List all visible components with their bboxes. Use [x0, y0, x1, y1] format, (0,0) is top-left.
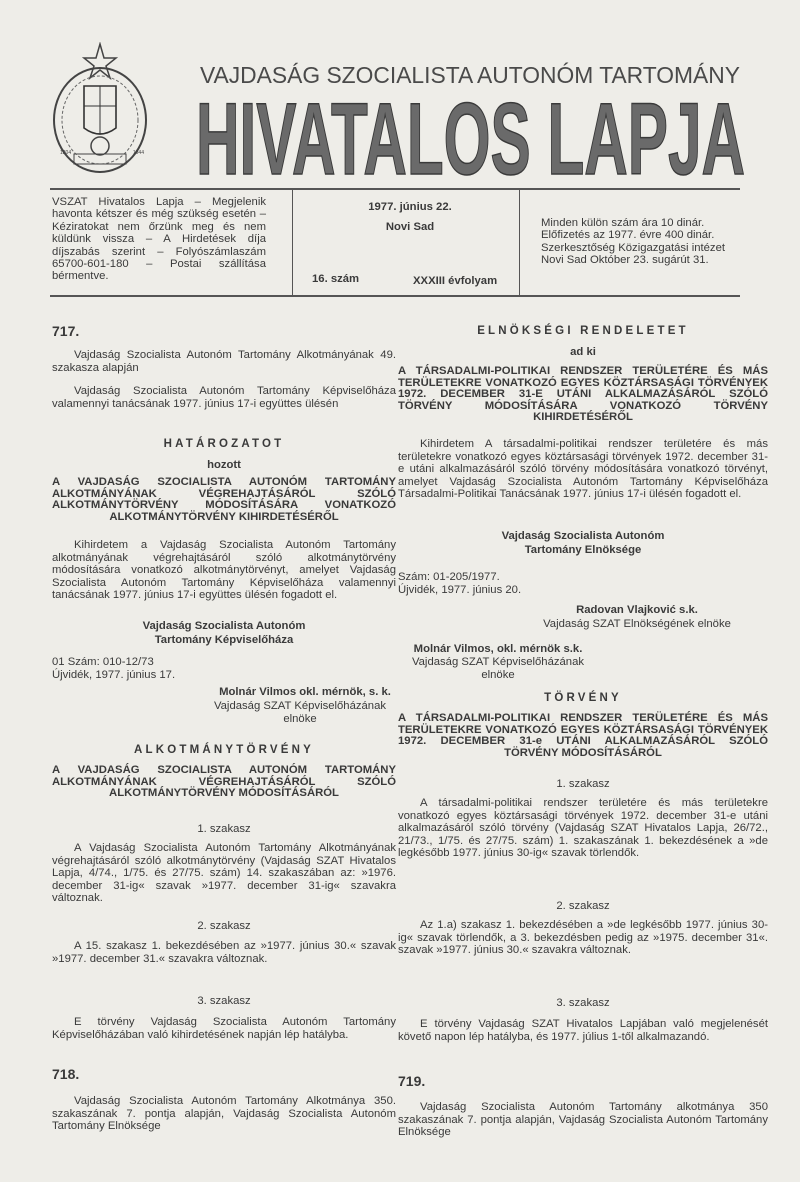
section-2-text: A 15. szakasz 1. bekezdésében az »1977. június 30.« szavak »1977. december 31.« szavakra változnak. [52, 940, 396, 965]
subscription-line: Előfizetés az 1977. évre 400 dinár. [541, 229, 715, 242]
emblem-year-start: 1804 [60, 150, 72, 156]
section-2-text: Az 1.a) szakasz 1. bekezdésében a »de legkésőbb 1977. június 30-ig« szavak törlendők, a 3. bekezdésben pedig az »1975. december 31«. szavak »1977. június 30.« szavakra változnak. [398, 919, 768, 957]
signer-1-role: Vajdaság SZAT Elnökségének elnöke [543, 618, 731, 630]
item-number-717: 717. [52, 323, 80, 339]
emblem-year-end: 1944 [132, 150, 144, 156]
masthead-subtitle: VAJDASÁG SZOCIALISTA AUTONÓM TARTOMÁNY [200, 62, 740, 88]
law-title: A VAJDASÁG SZOCIALISTA AUTONÓM TARTOMÁNY ALKOTMÁNYÁNAK VÉGREHAJTÁSÁRÓL SZÓLÓ ALKOTMÁNYTÖRVÉNY MÓDOSÍTÁSÁRÓL [52, 764, 396, 800]
reference-date: Újvidék, 1977. június 20. [398, 584, 522, 596]
subscription-info [541, 217, 771, 267]
issuer-line-2: Tartomány Képviselőháza [154, 634, 294, 646]
hozott-label: hozott [207, 459, 241, 471]
masthead-title: HIVATALOS LAPJA [196, 98, 745, 178]
reference-number: 01 Szám: 010-12/73 [52, 656, 154, 668]
section-1-label: 1. szakasz [197, 823, 251, 835]
session-text: Vajdaság Szocialista Autonóm Tartomány Képviselőháza valamennyi tanácsának 1977. június 17-i együttes ülésén [52, 385, 396, 410]
item-number-719: 719. [398, 1073, 426, 1089]
section-2-label: 2. szakasz [556, 900, 610, 912]
price-line: Minden külön szám ára 10 dinár. [541, 217, 705, 229]
adki-label: ad ki [570, 346, 596, 358]
publication-notice: VSZAT Hivatalos Lapja – Megjelenik havonta kétszer és még szükség esetén – Kéziratokat nem őrzünk meg és nem küldünk vissza – A Hirdetések díja díjszabás szerint – Folyószámlaszám 65700-601-180 – Postai szállítása bérmentve. [52, 196, 266, 283]
section-1-text: A társadalmi-politikai rendszer területére és más területekre vonatkozó egyes köztársasági törvények 1972. december 31-e utáni alkalmazásáról szóló törvény (Vajdaság SZAT Hivatalos Lapja, 26/72., 21/73., 1/75. és 27/75. szám) 1. szakaszának 1. bekezdésének a »de legkésőbb 1977. június 30-ig« szavak törlendők. [398, 797, 768, 860]
section-2-label: 2. szakasz [197, 920, 251, 932]
issue-volume: XXXIII évfolyam [413, 275, 498, 287]
legal-basis: Vajdaság Szocialista Autonóm Tartomány Alkotmányának 49. szakasza alapján [52, 349, 396, 374]
section-1-label: 1. szakasz [556, 778, 610, 790]
decree-heading: ELNÖKSÉGI RENDELETET [477, 325, 689, 337]
issuer-line-1: Vajdaság Szocialista Autonóm [501, 530, 665, 542]
section-3-text: E törvény Vajdaság SZAT Hivatalos Lapjában való megjelenését követő napon lép hatályba, és 1977. július 1-től alkalmazandó. [398, 1018, 768, 1043]
reference-number: Szám: 01-205/1977. [398, 571, 500, 583]
reference-date: Újvidék, 1977. június 17. [52, 669, 176, 681]
issue-number: 16. szám [312, 273, 360, 285]
signer-2-name: Molnár Vilmos, okl. mérnök s.k. [413, 643, 583, 655]
section-1-text: A Vajdaság Szocialista Autonóm Tartomány Alkotmányának végrehajtásáról szóló alkotmánytörvény (Vajdaság SZAT Hivatalos Lapja, 4/74., 1/75. és 27/75. szám) 14. szakaszában az: »1976. december 31-ig« szavak »1977. december 31-ig« szavakra változnak. [52, 842, 396, 905]
section-3-text: E törvény Vajdaság Szocialista Autonóm Tartomány Képviselőházában való kihirdetésének napján lép hatályba. [52, 1016, 396, 1041]
law-title: A TÁRSADALMI-POLITIKAI RENDSZER TERÜLETÉRE ÉS MÁS TERÜLETEKRE VONATKOZÓ EGYES KÖZTÁRSASÁGI TÖRVÉNYEK 1972. DECEMBER 31-e UTÁNI ALKALMAZÁSÁRÓL SZÓLÓ TÖRVÉNY MÓDOSÍTÁSÁRÓL [398, 712, 768, 759]
decree-title: A TÁRSADALMI-POLITIKAI RENDSZER TERÜLETÉRE ÉS MÁS TERÜLETEKRE VONATKOZÓ EGYES KÖZTÁRSASÁGI TÖRVÉNYEK 1972. DECEMBER 31-E UTÁNI ALKALMAZÁSÁRÓL SZÓLÓ TÖRVÉNY MÓDOSÍTÁSÁRA VONATKOZÓ TÖRVÉNY KIHIRDETÉSÉRŐL [398, 365, 768, 424]
item-718-text: Vajdaság Szocialista Autonóm Tartomány Alkotmánya 350. szakaszának 7. pontja alapján, Vajdaság Szocialista Autonóm Tartomány Elnöksége [52, 1095, 396, 1133]
signer-name: Molnár Vilmos okl. mérnök, s. k. [219, 686, 391, 698]
section-heading: HATÁROZATOT [163, 438, 285, 450]
emblem [48, 42, 152, 178]
item-number-718: 718. [52, 1066, 80, 1082]
masthead-subtitle-wrap [200, 60, 740, 88]
issue-place: Novi Sad [385, 221, 435, 233]
masthead-title-wrap [196, 98, 745, 178]
signer-2-role: Vajdaság SZAT Képviselőházának [411, 656, 585, 668]
section-3-label: 3. szakasz [556, 997, 610, 1009]
issuer-line-1: Vajdaság Szocialista Autonóm [142, 620, 306, 632]
signer-role-2: elnöke [283, 713, 317, 725]
item-719-text: Vajdaság Szocialista Autonóm Tartomány alkotmánya 350 szakaszának 7. pontja alapján, Vajdaság Szocialista Autonóm Tartomány Elnöksége [398, 1101, 768, 1139]
law-heading: TÖRVÉNY [544, 692, 622, 704]
address-line: Novi Sad Október 23. sugárút 31. [541, 254, 709, 267]
section-3-label: 3. szakasz [197, 995, 251, 1007]
signer-1-name: Radovan Vlajković s.k. [576, 604, 698, 616]
decision-body: Kihirdetem a Vajdaság Szocialista Autonóm Tartomány alkotmányának végrehajtásáról szóló alkotmánytörvény módosítására vonatkozó alkotmánytörvényt, amelyet Vajdaság Szocialista Autonóm Tartomány Képviselőháza valamennyi tanácsának 1977. június 17-i együttes ülésén fogadott el. [52, 539, 396, 602]
decision-title: A VAJDASÁG SZOCIALISTA AUTONÓM TARTOMÁNY ALKOTMÁNYÁNAK VÉGREHAJTÁSÁRÓL SZÓLÓ ALKOTMÁNYTÖRVÉNY MÓDOSÍTÁSÁRA VONATKOZÓ ALKOTMÁNYTÖRVÉNY KIHIRDETÉSÉRŐL [52, 476, 396, 523]
issuer-line-2: Tartomány Elnöksége [524, 544, 642, 556]
decree-body: Kihirdetem A társadalmi-politikai rendszer területére és más területekre vonatkozó egyes köztársasági törvények 1972. december 31-e utáni alkalmazásáról szóló törvény módosítására vonatkozó törvényt, amelyet Vajdaság Szocialista Autonóm Tartomány Képviselőháza Társadalmi-Politikai Tanácsának 1977. június 17-i ülésén fogadott el. [398, 438, 768, 501]
editorial-line: Szerkesztőség Közigazgatási intézet [541, 241, 725, 254]
law-heading: ALKOTMÁNYTÖRVÉNY [133, 744, 315, 756]
emblem-years [60, 150, 144, 156]
issue-date: 1977. június 22. [368, 201, 452, 213]
signer-role: Vajdaság SZAT Képviselőházának [213, 700, 387, 712]
signer-2-role-2: elnöke [481, 669, 515, 681]
